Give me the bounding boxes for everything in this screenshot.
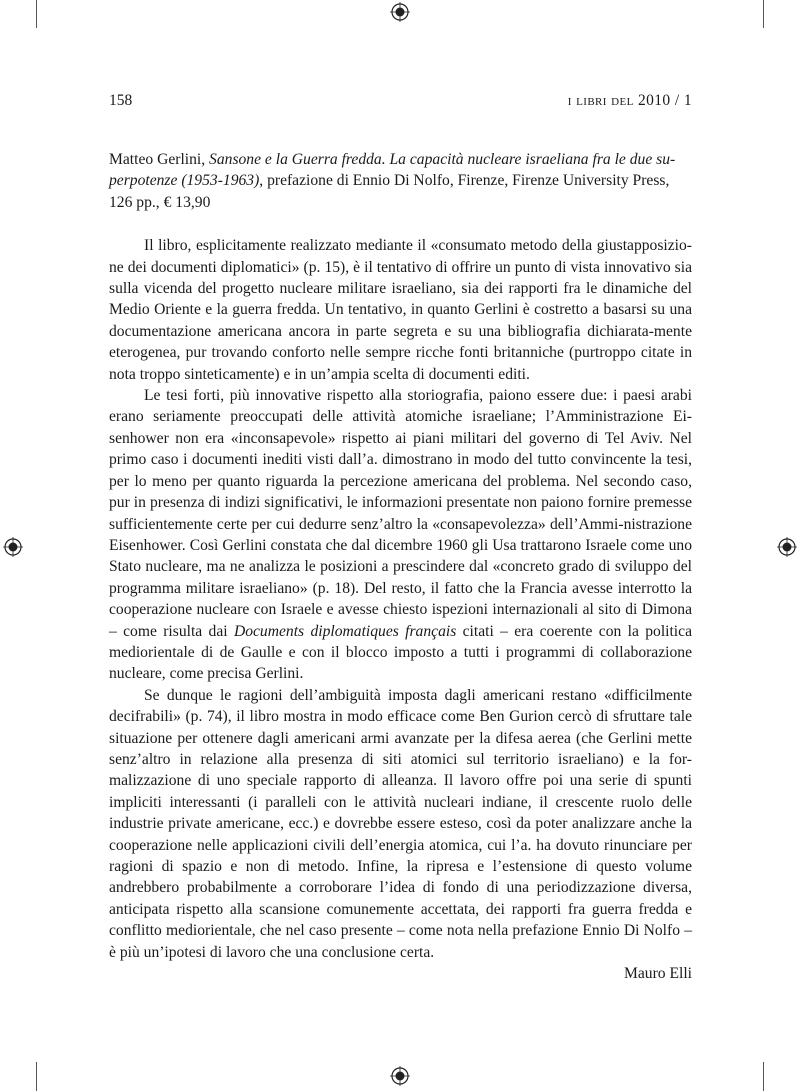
registration-mark-left-icon [3,537,23,557]
paragraph-2-italic-title: Documents diplomatiques français [233,622,457,640]
review-paragraph-2 [109,385,692,685]
running-title: i libri del 2010 / 1 [567,92,692,109]
review-paragraph-3: Se dunque le ragioni dell’ambiguità imposta dagli americani restano «difficilmente decifrabili» (p. 74), il libro mostra in modo efficace come Ben Gurion cercò di sfruttare tale situazione per ottenere dagli americani armi avanzate per la difesa aerea (che Gerlini mette senz’altro in relazione alla presenza di siti atomici sul territorio israeliano) e la for-malizzazione di uno speciale rapporto di alleanza. Il lavoro offre poi una serie di spunti impliciti interessanti (i paralleli con le attività nucleari indiane, il crescente ruolo delle industrie private americane, ecc.) e dovrebbe essere esteso, così da poter analizzare anche la cooperazione nelle applicazioni civili dell’energia atomica, cui l’a. ha dovuto rinunciare per ragioni di spazio e non di metodo. Infine, la ripresa e l’estensione di questo volume andrebbero probabilmente a corroborare l’idea di fondo di una periodizzazione diversa, anticipata rispetto alla scansione comunemente accettata, dei rapporti fra guerra fredda e conflitto mediorientale, che nel caso presente – come nota nella prefazione Ennio Di Nolfo – è più un’ipotesi di lavoro che una conclusione certa. [109,686,692,961]
review-signature: Mauro Elli [624,965,692,983]
registration-mark-right-icon [777,537,797,557]
book-citation [109,149,692,213]
citation-publication: , prefazione di Ennio Di Nolfo, Firenze, Firenze University Press, [259,172,670,190]
registration-mark-bottom-icon [390,1066,410,1086]
crop-mark-top-left [36,0,37,28]
review-body [109,235,692,984]
review-paragraph-1: Il libro, esplicitamente realizzato mediante il «consumato metodo della giustapposizio-ne dei documenti diplomatici» (p. 15), è il tentativo di offrire un punto di vista innovativo sia sulla vicenda del progetto nucleare militare israeliano, sia dei rapporti fra le dinamiche del Medio Oriente e la guerra fredda. Un tentativo, in quanto Gerlini è costretto a basarsi su una documentazione americana ancora in parte segreta e su una bibliografia dichiarata-mente eterogenea, pur trovando conforto nelle sempre ricche fonti britanniche (purtroppo citate in nota troppo sinteticamente) e in un’ampia scelta di documenti editi. [109,237,692,383]
registration-mark-top-icon [390,2,410,22]
citation-title-part2: perpotenze (1953-1963) [109,172,260,190]
citation-title-part1: Sansone e la Guerra fredda. La capacità nucleare israeliana fra le due su- [209,151,676,168]
paragraph-2-text-before: Le tesi forti, più innovative rispetto alla storiografia, paiono essere due: i paesi arabi erano seriamente preoccupati delle attività atomiche israeliane; l’Amministrazione Ei-senhower non era «inconsapevole» rispetto ai piani militari del governo di Tel Aviv. Nel primo caso i documenti inediti visti dall’a. dimostrano in modo del tutto convincente la tesi, per lo meno per quanto riguarda la percezione americana del problema. Nel secondo caso, pur in presenza di indizi significativi, le informazioni presentate non paiono fornire premesse sufficientemente certe per cui dedurre senz’altro la «consapevolezza» dell’Ammi-nistrazione Eisenhower. Così Gerlini constata che dal dicembre 1960 gli Usa trattarono Israele come uno Stato nucleare, ma ne analizza le posizioni a prescindere dal «concreto grado di sviluppo del programma militare israeliano» (p. 18). Del resto, il fatto che la Francia avesse interrotto la cooperazione nucleare con Israele e avesse chiesto ispezioni internazionali al sito di Dimona – come risulta dai [109,387,692,640]
book-page [109,92,692,984]
paragraph-2-text-after: citati – era coerente con la politica mediorientale di de Gaulle e con il blocco imposto a tutti i programmi di collaborazione nucleare, come precisa Gerlini. [109,622,692,683]
citation-pages-price: 126 pp., € 13,90 [109,193,211,211]
crop-mark-bottom-left [36,1062,37,1091]
running-head [109,92,692,116]
citation-author: Matteo Gerlini, [109,151,210,168]
crop-mark-bottom-right [763,1062,764,1091]
page-number: 158 [109,92,133,109]
crop-mark-top-right [763,0,764,28]
